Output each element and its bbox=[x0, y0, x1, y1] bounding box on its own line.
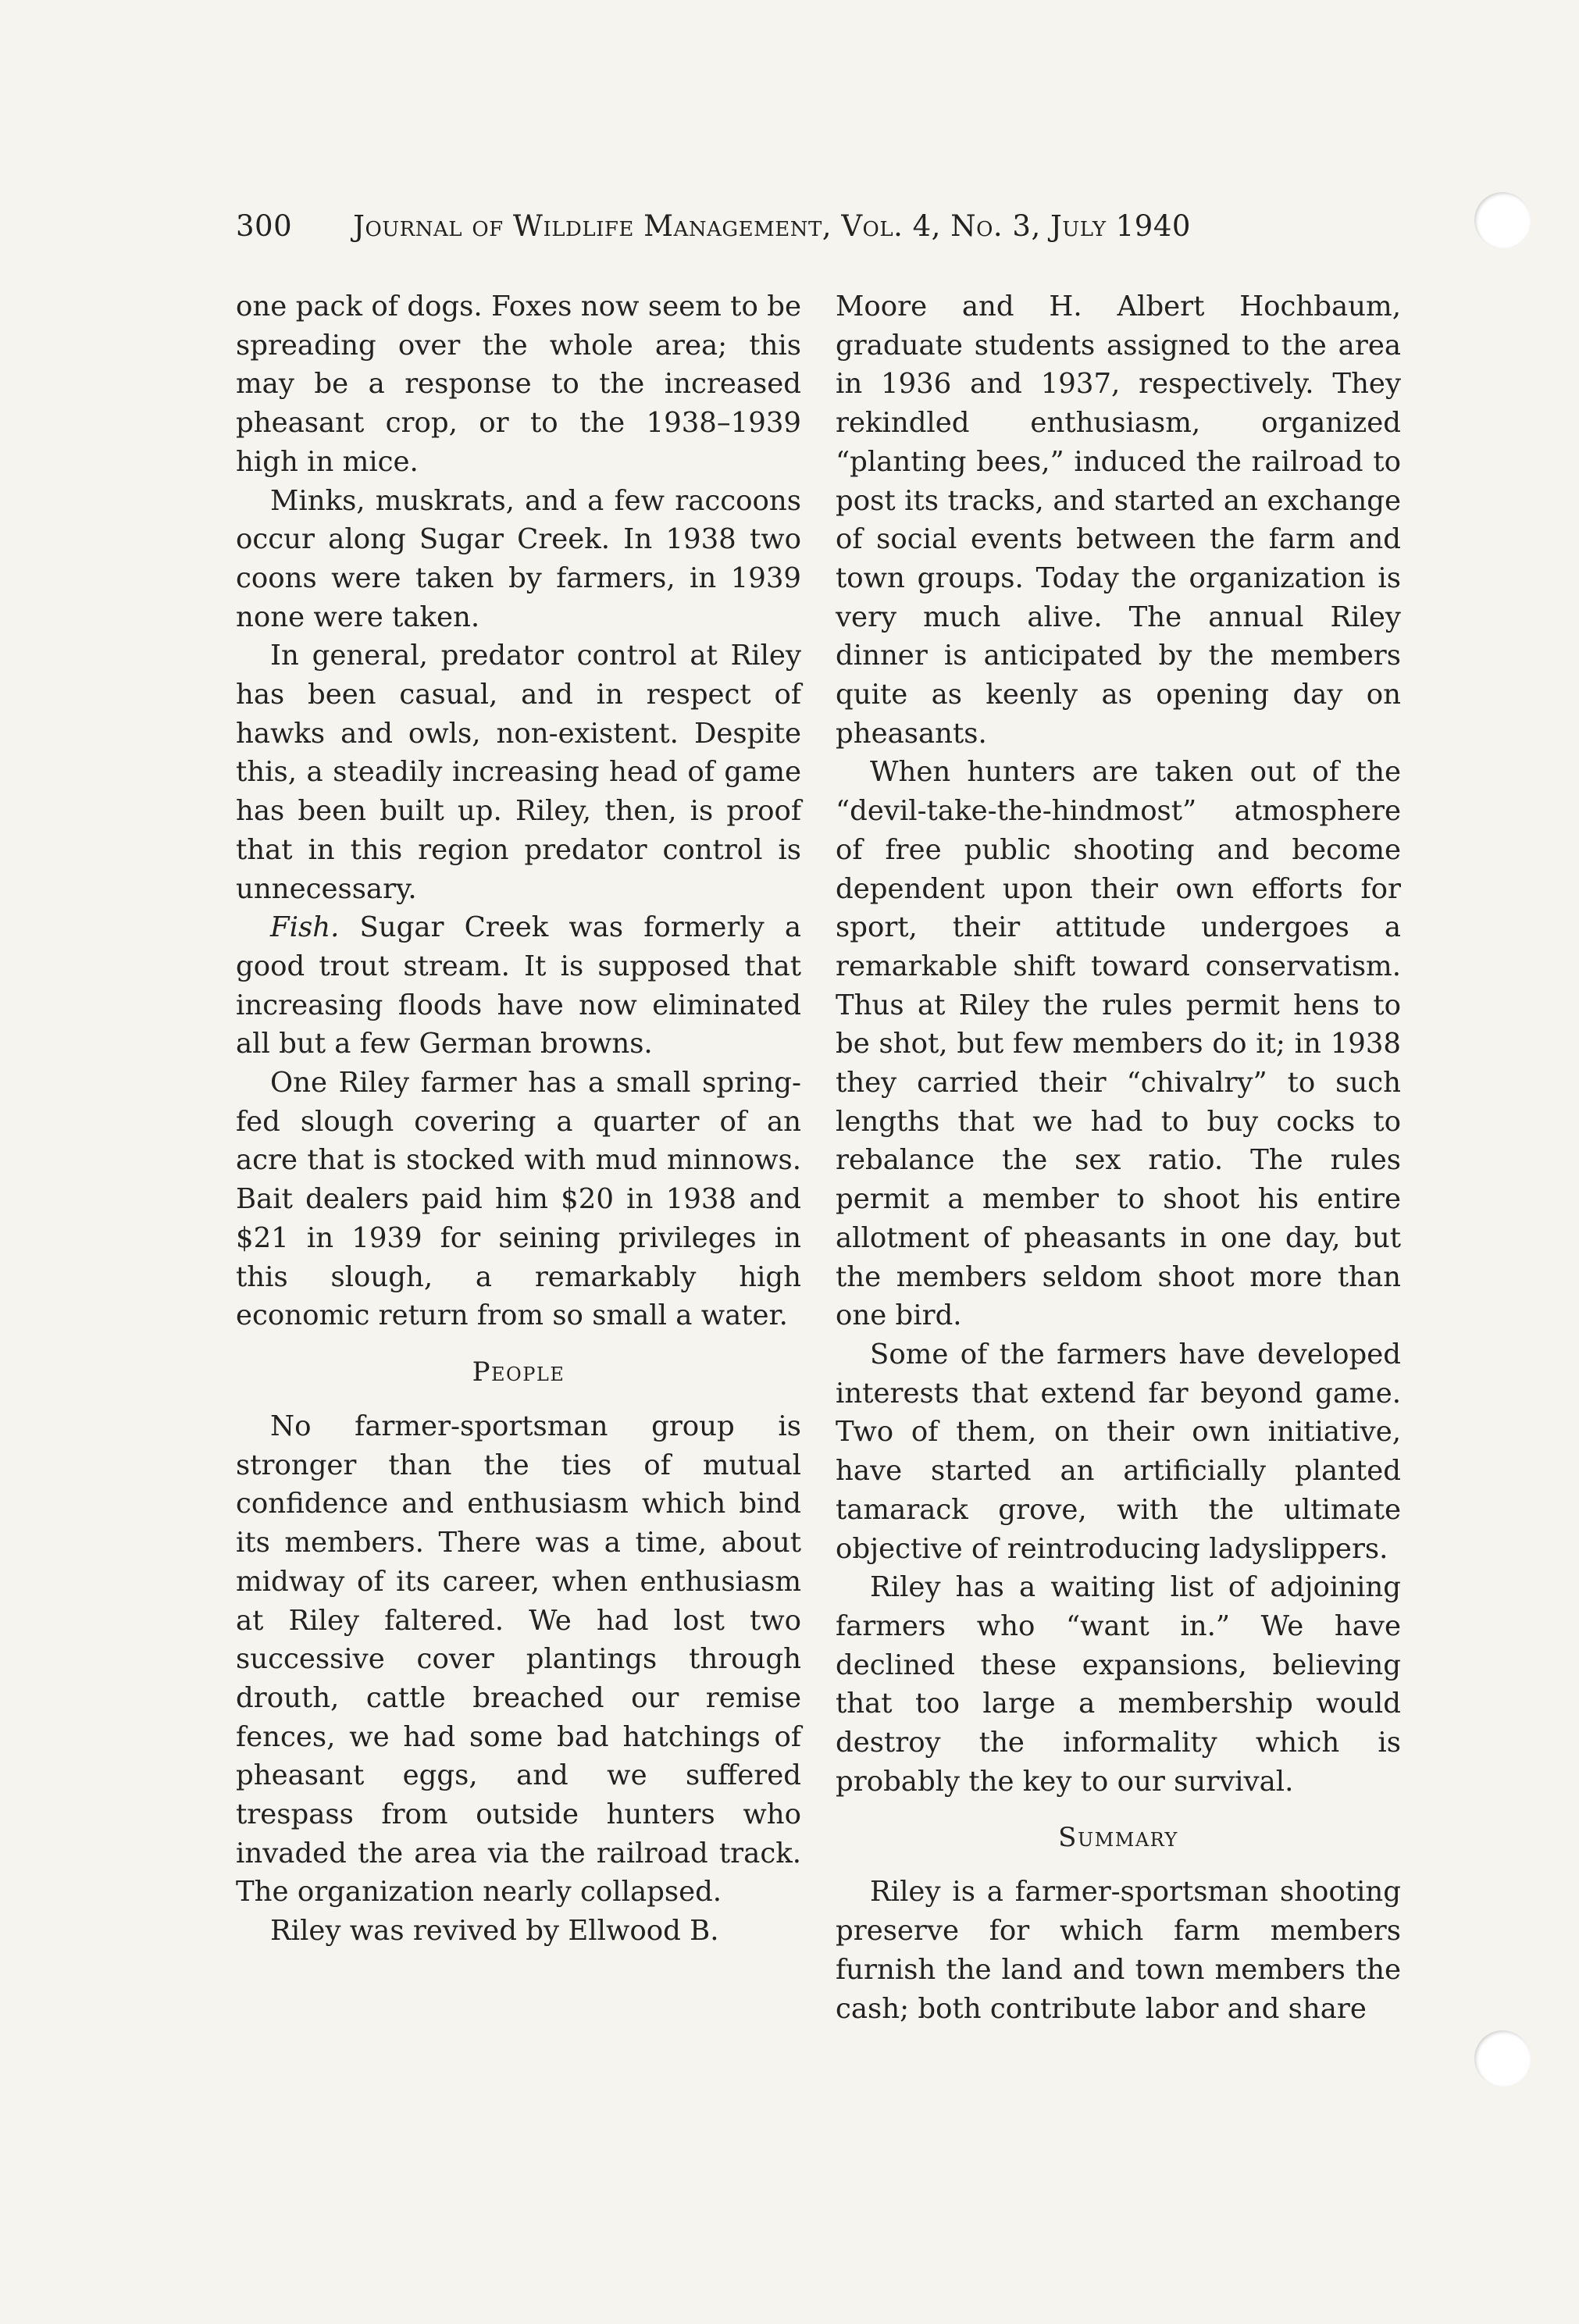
paragraph: one pack of dogs. Foxes now seem to be spreading over the whole area; this may be a response to the increased pheasant crop, or to the 1938–1939 high in mice. bbox=[236, 290, 801, 478]
paragraph: No farmer-sportsman group is stronger than the ties of mutual confidence and enthusiasm which bind its members. There was a time, about midway of its career, when enthusiasm at Riley faltered. We had lost two successive cover plantings through drouth, cattle breached our remise fences, we had some bad hatchings of pheasant eggs, and we suffered trespass from outside hunters who invaded the area via the railroad track. The organization nearly collapsed. bbox=[236, 1410, 801, 1909]
paragraph: Moore and H. Albert Hochbaum, graduate students assigned to the area in 1936 and 1937, respectively. They rekindled enthusiasm, organized “planting bees,” induced the railroad to post its tracks, and started an exchange of social events between the farm and town groups. Today the organization is very much alive. The annual Riley dinner is anticipated by the members quite as keenly as opening day on pheasants. bbox=[836, 290, 1401, 750]
paragraph: Riley is a farmer-sportsman shooting preserve for which farm members furnish the land and town members the cash; both contribute labor and share bbox=[836, 1876, 1401, 2025]
paragraph: One Riley farmer has a small spring-fed slough covering a quarter of an acre that is stocked with mud minnows. Bait dealers paid him $20 in 1938 and $21 in 1939 for seining privileges in this slough, a remarkably high economic return from so small a water. bbox=[236, 1067, 801, 1332]
paragraph: Some of the farmers have developed interests that extend far beyond game. Two of them, on their own initiative, have started an artificially planted tamarack grove, with the ultimate objective of reintroducing ladyslippers. bbox=[836, 1338, 1401, 1565]
page-number: 300 bbox=[236, 209, 293, 243]
section-heading-summary: Summary bbox=[1058, 1822, 1178, 1854]
paragraph: Riley has a waiting list of adjoining farmers who “want in.” We have declined these expansions, believing that too large a membership would destroy the informality which is probably the key to our survival. bbox=[836, 1571, 1401, 1798]
paragraph bbox=[236, 908, 801, 1064]
paragraph: Minks, muskrats, and a few raccoons occur along Sugar Creek. In 1938 two coons were taken by farmers, in 1939 none were taken. bbox=[236, 484, 801, 633]
paragraph: When hunters are taken out of the “devil-take-the-hindmost” atmosphere of free public shooting and become dependent upon their own efforts for sport, their attitude undergoes a remarkable shift toward conservatism. Thus at Riley the rules permit hens to be shot, but few members do it; in 1938 they carried their “chivalry” to such lengths that we had to buy cocks to rebalance the sex ratio. The rules permit a member to shoot his entire allotment of pheasants in one day, but the members seldom shoot more than one bird. bbox=[836, 756, 1401, 1332]
binder-hole-bottom bbox=[1474, 2030, 1531, 2087]
paragraph-text: Sugar Creek was formerly a good trout stream. It is supposed that increasing floods have now eliminated all but a few German browns. bbox=[236, 911, 801, 1060]
binder-hole-top bbox=[1474, 192, 1531, 248]
journal-title: Journal of Wildlife Management, Vol. 4, No. 3, July 1940 bbox=[353, 209, 1191, 243]
section-lead-fish: Fish. bbox=[270, 911, 340, 944]
left-column bbox=[236, 287, 801, 1951]
running-header bbox=[236, 209, 1345, 243]
right-column bbox=[836, 287, 1401, 2028]
paragraph: In general, predator control at Riley has been casual, and in respect of hawks and owls, non-existent. Despite this, a steadily increasing head of game has been built up. Riley, then, is proof that in this region predator control is unnecessary. bbox=[236, 640, 801, 905]
paragraph: Riley was revived by Ellwood B. bbox=[270, 1915, 719, 1948]
section-heading-people: People bbox=[472, 1356, 565, 1388]
